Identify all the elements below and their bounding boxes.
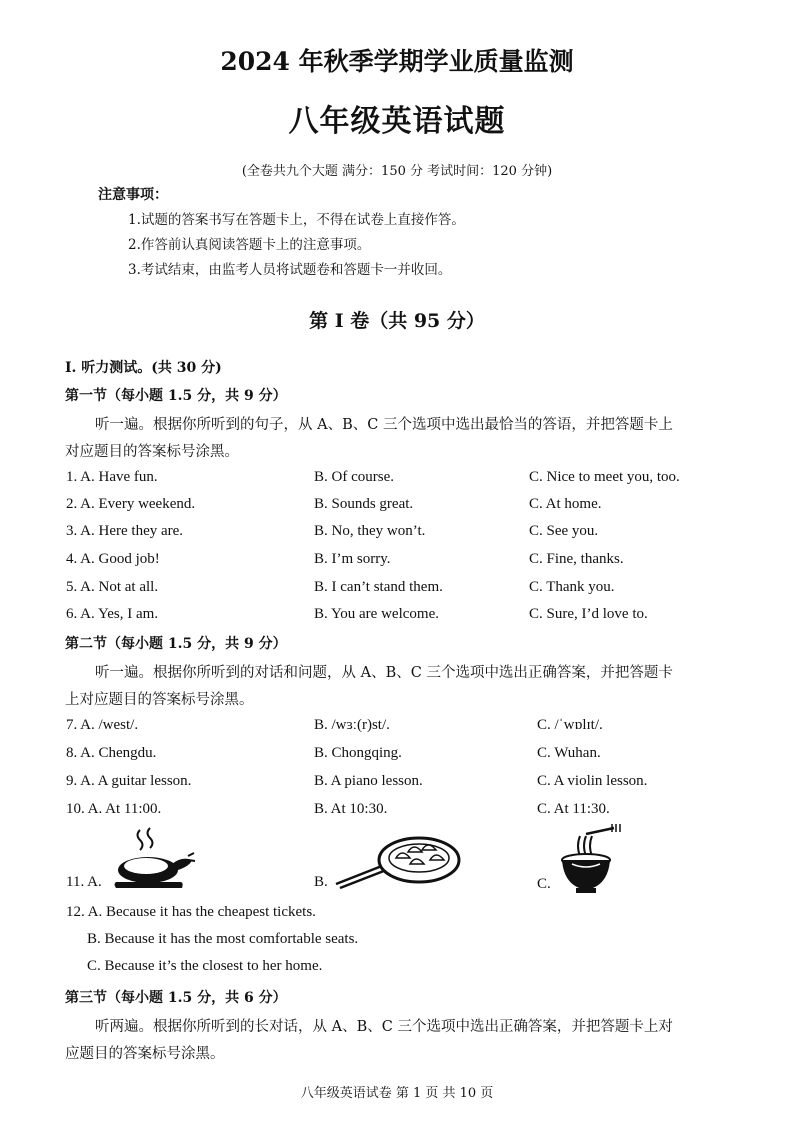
exam-subtitle: 八年级英语试题 xyxy=(288,104,506,139)
instruction-line: 上对应题目的答案标号涂黑。 xyxy=(65,692,254,708)
option-b: B. Chongqing. xyxy=(314,745,402,761)
notice-item: 2.作答前认真阅读答题卡上的注意事项。 xyxy=(128,237,371,253)
option-b: B. I’m sorry. xyxy=(314,551,391,567)
option-a: 8. A. Chengdu. xyxy=(66,745,157,761)
option-a: 6. A. Yes, I am. xyxy=(66,606,159,622)
option-b: B. You are welcome. xyxy=(314,606,439,622)
instruction-line: 听一遍。根据你所听到的句子，从 A、B、C 三个选项中选出最恰当的答语，并把答题卡上 xyxy=(95,417,673,433)
option-a: 1. A. Have fun. xyxy=(66,469,158,485)
section-title: 第一节（每小题 1.5 分，共 9 分） xyxy=(65,388,287,404)
option-b: B. A piano lesson. xyxy=(314,773,423,789)
option-c: C. Nice to meet you, too. xyxy=(529,469,680,485)
option-c: C. Fine, thanks. xyxy=(529,551,624,567)
option-a: 7. A. /west/. xyxy=(66,717,139,733)
option-a: 4. A. Good job! xyxy=(66,551,160,567)
option-b: B. Sounds great. xyxy=(314,496,414,512)
instruction-line: 听两遍。根据你所听到的长对话，从 A、B、C 三个选项中选出正确答案，并把答题卡上对 xyxy=(95,1019,673,1035)
option-a: 10. A. At 11:00. xyxy=(66,801,162,817)
option-b: B. I can’t stand them. xyxy=(314,579,443,595)
exam-title: 2024 年秋季学期学业质量监测 xyxy=(220,47,574,76)
option-c: C. /ˈwɒlɪt/. xyxy=(537,717,603,733)
part-title: I. 听力测试。(共 30 分) xyxy=(65,360,222,376)
roast-chicken-icon xyxy=(108,826,198,892)
notice-item: 1.试题的答案书写在答题卡上，不得在试卷上直接作答。 xyxy=(128,212,465,228)
option-b: B. xyxy=(314,874,328,890)
option-b: B. No, they won’t. xyxy=(314,523,426,539)
option-c: C. At home. xyxy=(529,496,602,512)
option-a: 9. A. A guitar lesson. xyxy=(66,773,192,789)
volume-title: 第 I 卷（共 95 分） xyxy=(309,310,485,332)
option-a: 11. A. xyxy=(66,874,102,890)
noodles-icon xyxy=(556,824,622,896)
option-a: 5. A. Not at all. xyxy=(66,579,159,595)
page-footer: 八年级英语试卷 第 1 页 共 10 页 xyxy=(300,1086,494,1101)
option-c: C. Thank you. xyxy=(529,579,615,595)
option-c: C. Sure, I’d love to. xyxy=(529,606,648,622)
option-b: B. At 10:30. xyxy=(314,801,388,817)
instruction-line: 应题目的答案标号涂黑。 xyxy=(65,1046,225,1062)
option-b: B. Because it has the most comfortable seats. xyxy=(87,931,359,947)
option-b: B. Of course. xyxy=(314,469,394,485)
notice-item: 3.考试结束，由监考人员将试题卷和答题卡一并收回。 xyxy=(128,262,452,278)
section-title: 第三节（每小题 1.5 分，共 6 分） xyxy=(65,990,287,1006)
question-stem: 12. A. Because it has the cheapest tickets. xyxy=(66,904,316,920)
option-c: C. A violin lesson. xyxy=(537,773,648,789)
exam-meta: (全卷共九个大题 满分：150 分 考试时间：120 分钟) xyxy=(241,164,553,179)
notice-heading: 注意事项： xyxy=(98,187,168,203)
section-title: 第二节（每小题 1.5 分，共 9 分） xyxy=(65,636,287,652)
option-a: 2. A. Every weekend. xyxy=(66,496,196,512)
instruction-line: 听一遍。根据你所听到的对话和问题，从 A、B、C 三个选项中选出正确答案，并把答题卡 xyxy=(95,665,673,681)
dumplings-icon xyxy=(334,834,466,892)
option-c: C. Wuhan. xyxy=(537,745,601,761)
option-c: C. xyxy=(537,876,551,892)
option-c: C. See you. xyxy=(529,523,599,539)
option-c: C. Because it’s the closest to her home. xyxy=(87,958,323,974)
option-b: B. /wɜː(r)st/. xyxy=(314,717,390,733)
option-c: C. At 11:30. xyxy=(537,801,610,817)
instruction-line: 对应题目的答案标号涂黑。 xyxy=(65,444,239,460)
option-a: 3. A. Here they are. xyxy=(66,523,184,539)
